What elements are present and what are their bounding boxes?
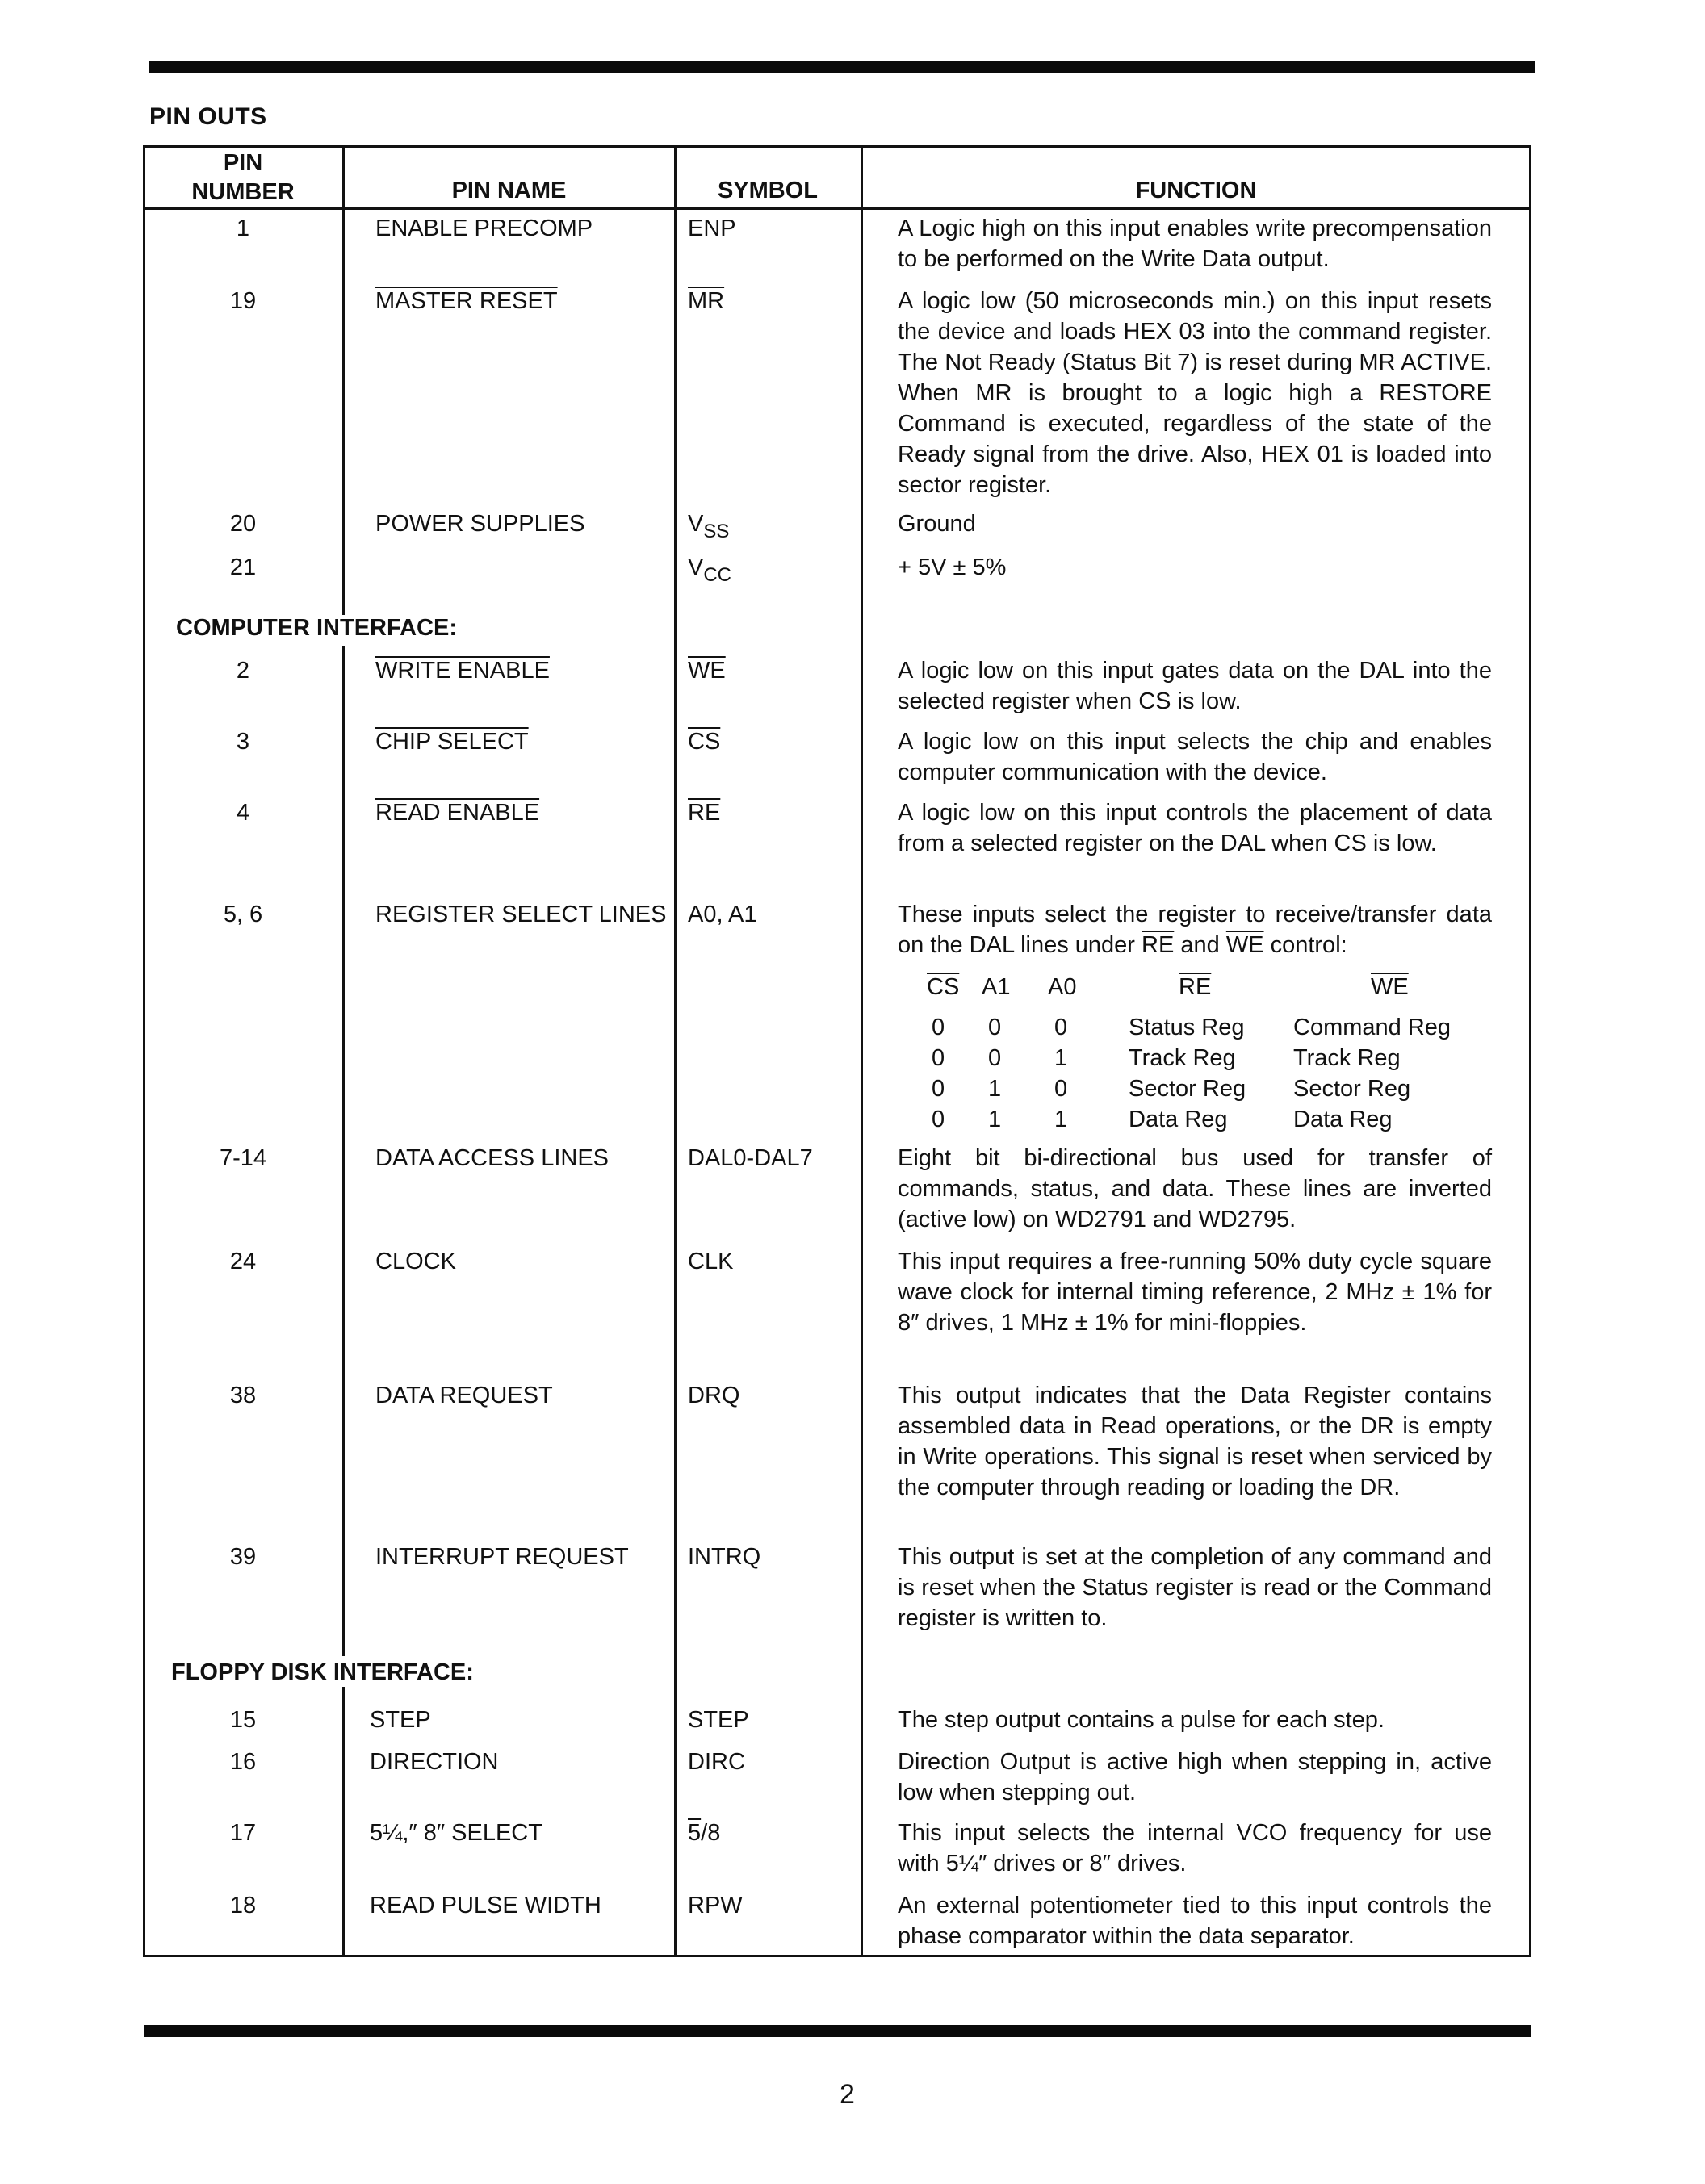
- pin-name: STEP: [370, 1707, 431, 1733]
- pin-symbol: $\overline{MR}$: [688, 288, 725, 314]
- reg-cell: 1: [1054, 1045, 1068, 1071]
- pin-name: MASTER RESET: [375, 288, 558, 314]
- pin-number: 16: [229, 1749, 257, 1775]
- symbol-part-a: 5: [688, 1820, 702, 1846]
- pin-symbol: [688, 508, 729, 547]
- pin-function: An external potentiometer tied to this input controls the phase comparator within the data separator.: [898, 1893, 1492, 1949]
- pin-function: A logic low on this input gates data on the DAL into the selected register when CS is low.: [898, 658, 1492, 714]
- pin-symbol: STEP: [688, 1707, 749, 1733]
- pin-name: DATA ACCESS LINES: [375, 1145, 610, 1171]
- pin-number: 21: [229, 554, 257, 580]
- pin-function: Direction Output is active high when stepping in, active low when stepping out.: [898, 1749, 1492, 1805]
- header-pin-name: PIN NAME: [451, 178, 567, 203]
- pin-function: This input requires a free-running 50% duty cycle square wave clock for internal timing reference, 2 MHz ± 1% for 8″ drives, 1 MHz ± 1% for mini-floppies.: [898, 1249, 1492, 1336]
- pin-number: 4: [236, 800, 250, 826]
- pin-symbol: $\overline{WE}$: [688, 658, 726, 684]
- reg-header-cs: $\overline{CS}$: [927, 974, 960, 1000]
- page-number: 2: [840, 2079, 855, 2110]
- function-text-end: control:: [1263, 932, 1347, 958]
- pin-number: 2: [236, 658, 250, 684]
- pin-name: DATA REQUEST: [375, 1383, 553, 1408]
- pin-function: [898, 899, 1492, 960]
- pin-function: + 5V ± 5%: [898, 554, 1007, 580]
- pin-name: REGISTER SELECT LINES: [375, 902, 667, 927]
- pin-number: 15: [229, 1707, 257, 1733]
- reg-header-we: $\overline{WE}$: [1371, 974, 1409, 1000]
- group-heading-computer-interface: COMPUTER INTERFACE:: [176, 615, 460, 642]
- reg-cell: 0: [988, 1015, 1002, 1040]
- pin-symbol: [688, 1818, 720, 1848]
- pin-name: DIRECTION: [370, 1749, 499, 1775]
- header-pin-line2: NUMBER: [191, 179, 295, 205]
- pin-symbol: DIRC: [688, 1749, 745, 1775]
- pin-symbol: A0, A1: [688, 902, 757, 927]
- pin-number: 19: [229, 288, 257, 314]
- reg-cell: 0: [932, 1045, 945, 1071]
- pin-number: 3: [236, 729, 250, 755]
- function-re: $\overline{RE}$: [1142, 932, 1175, 958]
- pin-symbol: INTRQ: [688, 1544, 761, 1570]
- pin-name: CLOCK: [375, 1249, 456, 1274]
- function-we: $\overline{WE}$: [1225, 932, 1264, 958]
- pin-name: POWER SUPPLIES: [375, 511, 585, 537]
- reg-cell: Data Reg: [1293, 1107, 1393, 1132]
- pin-name: READ ENABLE: [375, 800, 540, 826]
- reg-header-re: $\overline{RE}$: [1179, 974, 1212, 1000]
- reg-cell: Status Reg: [1129, 1015, 1245, 1040]
- function-and: and: [1174, 932, 1226, 958]
- reg-cell: 0: [1054, 1015, 1068, 1040]
- group-heading-floppy-disk-interface: FLOPPY DISK INTERFACE:: [171, 1659, 477, 1686]
- header-pin-line1: PIN: [223, 150, 263, 176]
- header-pin-number: [143, 149, 343, 207]
- pin-name: 5¼,″ 8″ SELECT: [370, 1820, 542, 1846]
- pin-number: 7-14: [219, 1145, 267, 1171]
- section-title: PIN OUTS: [149, 103, 267, 130]
- pin-function: The step output contains a pulse for each step.: [898, 1707, 1385, 1733]
- pin-symbol: [688, 552, 731, 591]
- reg-cell: 0: [932, 1076, 945, 1102]
- pin-symbol: CLK: [688, 1249, 734, 1274]
- reg-header-a1: A1: [982, 974, 1011, 1000]
- reg-cell: Data Reg: [1129, 1107, 1228, 1132]
- pin-function: A Logic high on this input enables write precompensation to be performed on the Write Data output.: [898, 215, 1492, 272]
- pin-function: This output is set at the completion of any command and is reset when the Status register is read or the Command register is written to.: [898, 1544, 1492, 1631]
- reg-cell: Sector Reg: [1129, 1076, 1246, 1102]
- symbol-subscript: SS: [703, 521, 730, 542]
- reg-cell: 0: [988, 1045, 1002, 1071]
- reg-cell: Track Reg: [1293, 1045, 1401, 1071]
- pin-name: ENABLE PRECOMP: [375, 215, 593, 241]
- symbol-base: V: [688, 554, 704, 580]
- pin-symbol: $\overline{RE}$: [688, 800, 721, 826]
- pin-number: 1: [236, 215, 250, 241]
- col-divider-2: [674, 145, 677, 1957]
- col-divider-3: [861, 145, 863, 1957]
- reg-cell: Command Reg: [1293, 1015, 1452, 1040]
- pin-function: A logic low on this input selects the chip and enables computer communication with the device.: [898, 729, 1492, 785]
- pin-number: 39: [229, 1544, 257, 1570]
- reg-cell: Track Reg: [1129, 1045, 1236, 1071]
- pin-symbol: DAL0-DAL7: [688, 1145, 813, 1171]
- header-function: FUNCTION: [1135, 178, 1257, 203]
- pin-number: 17: [229, 1820, 257, 1846]
- symbol-subscript: CC: [703, 564, 732, 586]
- pin-function: Eight bit bi-directional bus used for transfer of commands, status, and data. These lines are inverted (active low) on WD2791 and WD2795.: [898, 1145, 1492, 1232]
- pin-name: WRITE ENABLE: [375, 658, 550, 684]
- reg-cell: 0: [1054, 1076, 1068, 1102]
- reg-cell: 1: [988, 1107, 1002, 1132]
- pin-number: 5, 6: [223, 902, 263, 927]
- pin-function: A logic low on this input controls the placement of data from a selected register on the DAL when CS is low.: [898, 800, 1492, 856]
- bottom-rule: [144, 2025, 1531, 2037]
- pin-symbol: $\overline{CS}$: [688, 729, 721, 755]
- pin-function: A logic low (50 microseconds min.) on this input resets the device and loads HEX 03 into the command register. The Not Ready (Status Bit 7) is reset during MR ACTIVE. When MR is brought to a logic high a RESTORE Command is executed, regardless of the state of the Ready signal from the drive. Also, HEX 01 is loaded into sector register.: [898, 288, 1492, 498]
- pin-name: INTERRUPT REQUEST: [375, 1544, 629, 1570]
- function-text: These inputs select the register to receive/transfer data on the DAL lines under: [898, 902, 1492, 958]
- pin-symbol: DRQ: [688, 1383, 740, 1408]
- pin-number: 24: [229, 1249, 257, 1274]
- top-rule: [149, 61, 1535, 73]
- reg-cell: 1: [988, 1076, 1002, 1102]
- pin-name: READ PULSE WIDTH: [370, 1893, 601, 1918]
- pin-symbol: ENP: [688, 215, 736, 241]
- pin-function: This input selects the internal VCO frequency for use with 5¼″ drives or 8″ drives.: [898, 1820, 1492, 1876]
- reg-cell: 1: [1054, 1107, 1068, 1132]
- pin-function: This output indicates that the Data Register contains assembled data in Read operations, or the DR is empty in Write operations. This signal is reset when serviced by the computer through reading or loading the DR.: [898, 1383, 1492, 1500]
- header-symbol: SYMBOL: [717, 178, 819, 203]
- reg-header-a0: A0: [1048, 974, 1077, 1000]
- pin-number: 38: [229, 1383, 257, 1408]
- reg-cell: 0: [932, 1015, 945, 1040]
- pin-symbol: RPW: [688, 1893, 743, 1918]
- pin-number: 20: [229, 511, 257, 537]
- pin-name: CHIP SELECT: [375, 729, 529, 755]
- pin-number: 18: [229, 1893, 257, 1918]
- reg-cell: Sector Reg: [1293, 1076, 1411, 1102]
- reg-cell: 0: [932, 1107, 945, 1132]
- symbol-base: V: [688, 511, 704, 537]
- symbol-part-b: /8: [701, 1820, 721, 1846]
- pin-function: Ground: [898, 511, 976, 537]
- header-divider: [143, 207, 1531, 210]
